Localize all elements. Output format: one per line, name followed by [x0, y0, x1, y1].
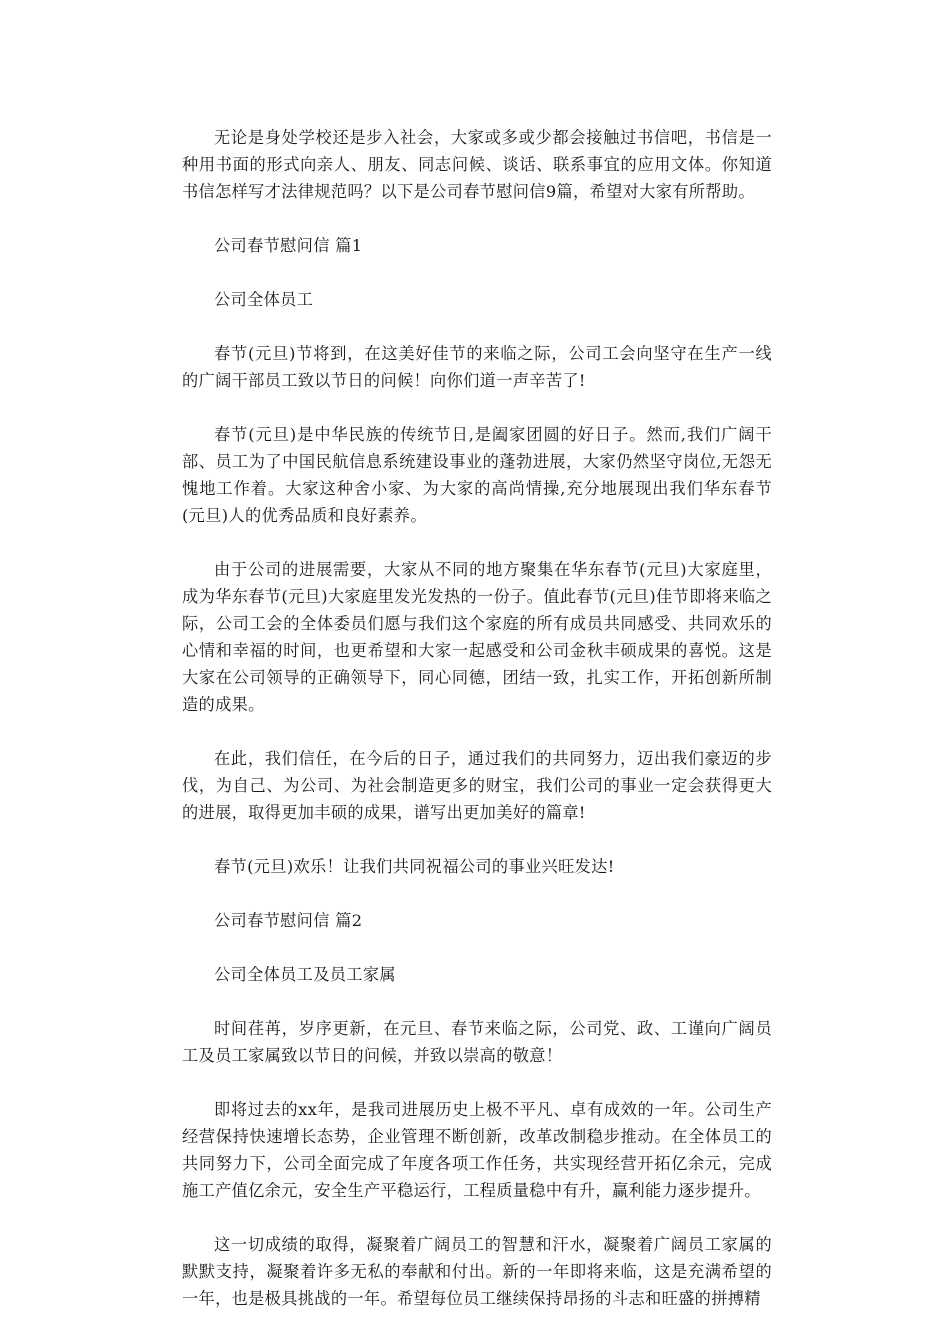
letter-1-paragraph: 春节(元旦)节将到，在这美好佳节的来临之际，公司工会向坚守在生产一线的广阔干部员工致以节日的问候！向你们道一声辛苦了! — [182, 344, 772, 390]
letter-1-title: 公司春节慰问信 篇1 — [214, 236, 363, 255]
intro-paragraph: 无论是身处学校还是步入社会，大家或多或少都会接触过书信吧，书信是一种用书面的形式向亲人、朋友、同志问候、谈话、联系事宜的应用文体。你知道书信怎样写才法律规范吗？以下是公司春节慰问信9篇，希望对大家有所帮助。 — [182, 128, 772, 201]
letter-2-paragraph: 这一切成绩的取得，凝聚着广阔员工的智慧和汗水，凝聚着广阔员工家属的默默支持，凝聚着许多无私的奉献和付出。新的一年即将来临，这是充满希望的一年，也是极具挑战的一年。希望每位员工继续保持昂扬的斗志和旺盛的拼搏精 — [182, 1235, 772, 1308]
letter-1-paragraph: 由于公司的进展需要，大家从不同的地方聚集在华东春节(元旦)大家庭里，成为华东春节(元旦)大家庭里发光发热的一份子。值此春节(元旦)佳节即将来临之际，公司工会的全体委员们愿与我们这个家庭的所有成员共同感受、共同欢乐的心情和幸福的时间，也更希望和大家一起感受和公司金秋丰硕成果的喜悦。这是大家在公司领导的正确领导下，同心同德，团结一致，扎实工作，开拓创新所制造的成果。 — [182, 560, 772, 714]
letter-2-salutation: 公司全体员工及员工家属 — [214, 965, 396, 984]
letter-1-paragraph: 春节(元旦)欢乐！让我们共同祝福公司的事业兴旺发达! — [214, 857, 615, 876]
letter-2-paragraph: 时间荏苒，岁序更新，在元旦、春节来临之际，公司党、政、工谨向广阔员工及员工家属致以节日的问候，并致以崇高的敬意！ — [182, 1019, 772, 1065]
letter-1-salutation: 公司全体员工 — [214, 290, 314, 309]
letter-2-title: 公司春节慰问信 篇2 — [214, 911, 363, 930]
document-page — [182, 124, 772, 1339]
letter-1-paragraph: 在此，我们信任，在今后的日子，通过我们的共同努力，迈出我们豪迈的步伐，为自己、为公司、为社会制造更多的财宝，我们公司的事业一定会获得更大的进展，取得更加丰硕的成果，谱写出更加美好的篇章! — [182, 749, 772, 822]
letter-1-paragraph: 春节(元旦)是中华民族的传统节日,是阖家团圆的好日子。然而,我们广阔干部、员工为了中国民航信息系统建设事业的蓬勃进展，大家仍然坚守岗位,无怨无愧地工作着。大家这种舍小家、为大家的高尚情操,充分地展现出我们华东春节(元旦)人的优秀品质和良好素养。 — [182, 425, 772, 525]
letter-2-paragraph: 即将过去的xx年，是我司进展历史上极不平凡、卓有成效的一年。公司生产经营保持快速增长态势，企业管理不断创新，改革改制稳步推动。在全体员工的共同努力下，公司全面完成了年度各项工作任务，共实现经营开拓亿余元，完成施工产值亿余元，安全生产平稳运行，工程质量稳中有升，赢利能力逐步提升。 — [182, 1100, 772, 1200]
